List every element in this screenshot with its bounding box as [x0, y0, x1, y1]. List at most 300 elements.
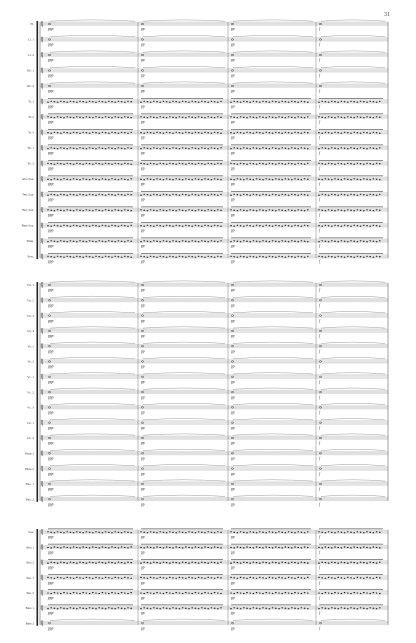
note-head	[86, 547, 88, 548]
note-head	[179, 163, 181, 164]
note-head	[211, 256, 213, 257]
note-head	[285, 164, 287, 165]
note-head	[341, 133, 343, 134]
note-head	[262, 532, 264, 533]
note-head	[92, 257, 94, 258]
note-head	[217, 547, 219, 548]
note-head	[89, 101, 91, 102]
dynamic-marking: ppp	[48, 213, 54, 218]
tie-slur	[321, 419, 385, 420]
staff	[31, 20, 388, 31]
dynamic-marking: f	[319, 364, 320, 369]
note-head	[240, 241, 242, 242]
note-head	[169, 225, 171, 226]
note-head	[256, 101, 258, 102]
note-head	[318, 256, 320, 257]
note-head	[369, 532, 371, 533]
note-head	[240, 225, 242, 226]
note-head	[182, 117, 184, 118]
dynamic-marking: f	[319, 73, 320, 78]
note-head	[363, 117, 365, 118]
note-head	[188, 256, 190, 257]
dynamic-marking: f	[319, 259, 320, 264]
note-head	[334, 592, 336, 593]
note-head	[344, 608, 346, 609]
note-head	[353, 178, 355, 179]
note-head	[321, 117, 323, 118]
note-head	[156, 562, 158, 563]
note-head	[198, 209, 200, 210]
note-head	[237, 225, 239, 226]
note-head	[166, 257, 168, 258]
note-head	[185, 194, 187, 195]
staff	[22, 191, 388, 201]
note-head	[73, 178, 75, 179]
note-head	[220, 163, 222, 164]
dynamic-marking: pp	[231, 502, 235, 507]
note-head	[321, 210, 323, 211]
note-head	[143, 179, 145, 180]
note-head	[269, 179, 271, 180]
note-head	[114, 116, 116, 117]
note-head	[319, 330, 321, 332]
note-head	[185, 101, 187, 102]
dynamic-marking: pp	[231, 151, 235, 156]
note-head	[47, 209, 49, 210]
note-head	[60, 593, 62, 594]
note-head	[341, 577, 343, 578]
note-head	[150, 608, 152, 609]
note-head	[272, 133, 274, 134]
note-head	[108, 163, 110, 164]
note-head	[265, 194, 267, 195]
dynamic-marking: pp	[231, 228, 235, 233]
note-head	[143, 532, 145, 533]
note-head	[82, 608, 84, 609]
note-head	[76, 132, 78, 133]
note-head	[294, 178, 296, 179]
tie-slur	[233, 388, 313, 389]
dynamic-marking: ppp	[48, 120, 54, 125]
note-head	[278, 179, 280, 180]
note-head	[265, 210, 267, 211]
note-head	[66, 116, 68, 117]
note-head	[185, 117, 187, 118]
note-head	[121, 101, 123, 102]
note-head	[331, 607, 333, 608]
note-head	[95, 256, 97, 257]
note-head	[147, 562, 149, 563]
note-head	[249, 531, 251, 532]
note-head	[114, 241, 116, 242]
note-head	[179, 102, 181, 103]
note-head	[57, 102, 59, 103]
dynamic-marking: pp	[231, 456, 235, 461]
note-head	[89, 562, 91, 563]
note-head	[207, 116, 209, 117]
note-head	[163, 532, 165, 533]
note-head	[73, 578, 75, 579]
note-head	[60, 117, 62, 118]
note-head	[201, 133, 203, 134]
note-head	[285, 210, 287, 211]
note-head	[344, 546, 346, 547]
dynamic-marking: pp	[141, 104, 145, 109]
note-head	[357, 225, 359, 226]
note-head	[127, 547, 129, 548]
note-head	[102, 562, 104, 563]
note-head	[63, 562, 65, 563]
dynamic-marking: pp	[231, 27, 235, 32]
note-head	[98, 194, 100, 195]
note-head	[249, 116, 251, 117]
note-head	[121, 546, 123, 547]
note-head	[73, 532, 75, 533]
note-head	[86, 563, 88, 564]
dynamic-marking: f	[319, 425, 320, 430]
note-head	[150, 563, 152, 564]
note-head	[318, 163, 320, 164]
note-head	[376, 209, 378, 210]
note-head	[288, 132, 290, 133]
note-head	[220, 532, 222, 533]
note-head	[328, 608, 330, 609]
note-head	[153, 607, 155, 608]
note-head	[214, 532, 216, 533]
note-head	[379, 562, 381, 563]
note-head	[102, 532, 104, 533]
note-head	[211, 194, 213, 195]
dynamic-marking: ppp	[48, 471, 54, 476]
note-head	[304, 101, 306, 102]
dynamic-marking: pp	[141, 151, 145, 156]
note-head	[111, 592, 113, 593]
note-head	[201, 226, 203, 227]
note-head	[79, 577, 81, 578]
note-head	[214, 178, 216, 179]
dynamic-marking: pp	[141, 89, 145, 94]
note-head	[111, 178, 113, 179]
note-head	[307, 592, 309, 593]
staff	[26, 238, 388, 248]
note-head	[275, 164, 277, 165]
staff	[25, 465, 388, 476]
note-head	[269, 256, 271, 257]
note-head	[153, 163, 155, 164]
note-head	[130, 178, 132, 179]
dynamic-marking: pp	[141, 550, 145, 555]
tie-slur	[50, 357, 135, 358]
instrument-label: Va. 1	[27, 344, 34, 349]
note-head	[141, 54, 143, 56]
note-head	[307, 225, 309, 226]
note-head	[272, 147, 274, 148]
instrument-label: Pno. 1	[25, 482, 34, 487]
note-head	[98, 226, 100, 227]
note-head	[363, 608, 365, 609]
note-head	[191, 607, 193, 608]
note-head	[246, 117, 248, 118]
note-head	[307, 256, 309, 257]
note-head	[214, 164, 216, 165]
staff	[28, 98, 388, 108]
note-head	[297, 132, 299, 133]
note-head	[253, 101, 255, 102]
tie-slur	[233, 281, 313, 282]
note-head	[373, 578, 375, 579]
note-head	[357, 195, 359, 196]
note-head	[166, 132, 168, 133]
note-head	[272, 577, 274, 578]
note-head	[240, 531, 242, 532]
note-head	[278, 225, 280, 226]
dynamic-marking: ppp	[48, 441, 54, 446]
note-head	[331, 256, 333, 257]
note-head	[66, 148, 68, 149]
note-head	[366, 531, 368, 532]
note-head	[262, 562, 264, 563]
note-head	[281, 194, 283, 195]
note-head	[291, 240, 293, 241]
staff	[28, 529, 388, 539]
staff	[26, 619, 388, 630]
dynamic-marking: pp	[231, 318, 235, 323]
note-head	[114, 577, 116, 578]
tie-slur	[233, 495, 313, 496]
note-head	[291, 133, 293, 134]
note-head	[57, 195, 59, 196]
note-head	[373, 546, 375, 547]
note-head	[57, 209, 59, 210]
staff	[26, 495, 388, 506]
note-head	[230, 163, 232, 164]
note-head	[156, 117, 158, 118]
instrument-label: Harp 2	[25, 466, 34, 471]
note-head	[297, 163, 299, 164]
note-head	[297, 116, 299, 117]
note-head	[350, 117, 352, 118]
note-head	[350, 593, 352, 594]
note-head	[185, 592, 187, 593]
note-head	[92, 210, 94, 211]
dynamic-marking: pp	[231, 58, 235, 63]
note-head	[89, 133, 91, 134]
note-head	[140, 209, 142, 210]
note-head	[220, 179, 222, 180]
note-head	[357, 531, 359, 532]
note-head	[50, 607, 52, 608]
dynamic-marking: f	[319, 471, 320, 476]
tie-slur	[50, 619, 135, 620]
note-head	[201, 117, 203, 118]
note-head	[54, 225, 56, 226]
note-head	[175, 546, 177, 547]
note-head	[344, 148, 346, 149]
note-head	[201, 547, 203, 548]
note-head	[275, 578, 277, 579]
note-head	[220, 210, 222, 211]
note-head	[369, 547, 371, 548]
dynamic-marking: pp	[141, 380, 145, 384]
note-head	[231, 468, 233, 470]
note-head	[253, 547, 255, 548]
note-head	[70, 562, 72, 563]
note-head	[98, 179, 100, 180]
note-head	[353, 532, 355, 533]
note-head	[341, 210, 343, 211]
note-head	[50, 163, 52, 164]
note-head	[182, 607, 184, 608]
note-head	[127, 562, 129, 563]
note-head	[237, 546, 239, 547]
note-head	[169, 531, 171, 532]
note-head	[198, 163, 200, 164]
note-head	[373, 592, 375, 593]
note-head	[220, 240, 222, 241]
note-head	[285, 257, 287, 258]
instrument-label: Vn. 3	[26, 313, 34, 318]
note-head	[256, 532, 258, 533]
note-head	[47, 608, 49, 609]
note-head	[82, 578, 84, 579]
note-head	[291, 577, 293, 578]
note-head	[269, 608, 271, 609]
note-head	[182, 256, 184, 257]
note-head	[191, 147, 193, 148]
note-head	[191, 163, 193, 164]
note-head	[231, 498, 233, 500]
staff	[28, 114, 388, 124]
dynamic-marking: pp	[231, 410, 235, 415]
note-head	[318, 531, 320, 532]
note-head	[82, 592, 84, 593]
note-head	[269, 195, 271, 196]
note-head	[376, 592, 378, 593]
note-head	[141, 330, 143, 332]
note-head	[357, 592, 359, 593]
note-head	[319, 345, 321, 347]
note-head	[211, 547, 213, 548]
note-head	[198, 116, 200, 117]
note-head	[318, 547, 320, 548]
note-head	[360, 179, 362, 180]
note-head	[156, 132, 158, 133]
dynamic-marking: pp	[231, 104, 235, 109]
note-head	[70, 577, 72, 578]
dynamic-marking: f	[319, 166, 320, 171]
note-head	[373, 132, 375, 133]
note-head	[153, 147, 155, 148]
tie-slur	[50, 281, 135, 282]
note-head	[294, 132, 296, 133]
note-head	[114, 547, 116, 548]
note-head	[172, 147, 174, 148]
staff	[27, 66, 388, 77]
dynamic-marking: f	[319, 135, 320, 140]
note-head	[207, 563, 209, 564]
note-head	[47, 241, 49, 242]
note-head	[48, 622, 50, 624]
note-head	[198, 148, 200, 149]
note-head	[328, 592, 330, 593]
tie-slur	[233, 342, 313, 343]
note-head	[143, 194, 145, 195]
note-head	[344, 101, 346, 102]
note-head	[47, 577, 49, 578]
note-head	[233, 210, 235, 211]
note-head	[357, 547, 359, 548]
note-head	[166, 210, 168, 211]
note-head	[337, 179, 339, 180]
note-head	[369, 117, 371, 118]
note-head	[169, 132, 171, 133]
tie-slur	[50, 373, 135, 374]
note-head	[111, 164, 113, 165]
note-head	[108, 133, 110, 134]
note-head	[360, 101, 362, 102]
dynamic-marking: pp	[141, 42, 145, 47]
instrument-label: Va. 2	[27, 359, 34, 364]
note-head	[328, 179, 330, 180]
note-head	[169, 547, 171, 548]
note-head	[285, 592, 287, 593]
note-head	[347, 592, 349, 593]
note-head	[366, 547, 368, 548]
page-number: 31	[384, 12, 390, 18]
note-head	[185, 578, 187, 579]
note-head	[334, 225, 336, 226]
note-head	[288, 547, 290, 548]
note-head	[211, 532, 213, 533]
note-head	[73, 164, 75, 165]
note-head	[150, 102, 152, 103]
note-head	[82, 148, 84, 149]
tie-slur	[321, 82, 385, 83]
note-head	[175, 592, 177, 593]
note-head	[143, 256, 145, 257]
note-head	[319, 622, 321, 624]
note-head	[105, 577, 107, 578]
dynamic-marking: ppp	[48, 565, 54, 570]
note-head	[275, 210, 277, 211]
note-head	[318, 241, 320, 242]
note-head	[344, 194, 346, 195]
note-head	[363, 210, 365, 211]
note-head	[50, 210, 52, 211]
note-head	[275, 532, 277, 533]
note-head	[319, 437, 321, 439]
note-head	[363, 562, 365, 563]
note-head	[191, 240, 193, 241]
note-head	[60, 226, 62, 227]
note-head	[141, 498, 143, 500]
note-head	[185, 210, 187, 211]
instrument-label: Bass 1	[25, 606, 34, 611]
note-head	[379, 210, 381, 211]
note-head	[249, 577, 251, 578]
note-head	[319, 23, 321, 25]
dynamic-marking: f	[319, 550, 320, 555]
note-head	[231, 376, 233, 378]
note-head	[195, 148, 197, 149]
note-head	[318, 577, 320, 578]
note-head	[147, 257, 149, 258]
note-head	[166, 241, 168, 242]
note-head	[353, 210, 355, 211]
dynamic-marking: pp	[231, 626, 235, 631]
note-head	[294, 578, 296, 579]
note-head	[172, 226, 174, 227]
